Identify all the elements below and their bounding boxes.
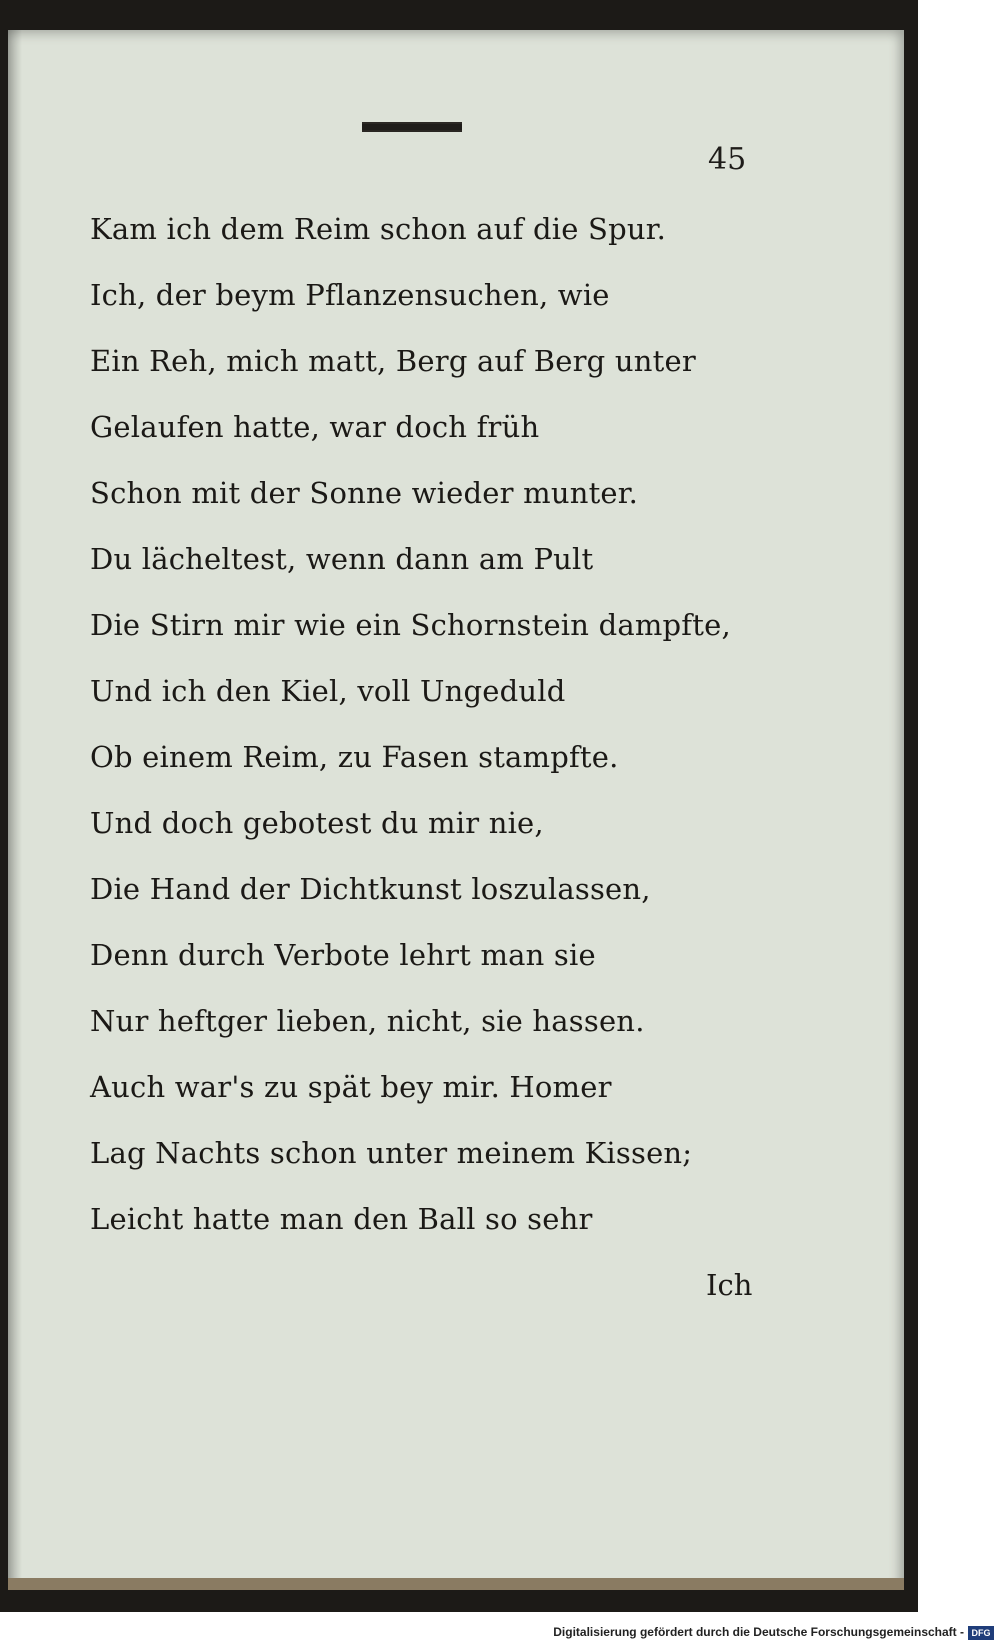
text-line: Kam ich dem Reim schon auf die Spur.	[90, 212, 667, 246]
page-edge	[8, 1578, 904, 1590]
text-line: Ein Reh, mich matt, Berg auf Berg unter	[90, 344, 696, 378]
text-line: Die Stirn mir wie ein Schornstein dampfte,	[90, 608, 731, 642]
spine-shadow	[8, 30, 22, 1590]
text-line: Schon mit der Sonne wieder munter.	[90, 476, 639, 510]
page-number: 45	[708, 142, 747, 177]
text-line: Denn durch Verbote lehrt man sie	[90, 938, 596, 972]
text-line: Leicht hatte man den Ball so sehr	[90, 1202, 593, 1236]
text-line: Ob einem Reim, zu Fasen stampfte.	[90, 740, 619, 774]
dfg-logo-icon: DFG	[968, 1626, 994, 1640]
header-rule	[362, 122, 462, 132]
text-line: Und ich den Kiel, voll Ungeduld	[90, 674, 566, 708]
text-line: Die Hand der Dichtkunst loszulassen,	[90, 872, 651, 906]
text-line: Lag Nachts schon unter meinem Kissen;	[90, 1136, 693, 1170]
text-line: Gelaufen hatte, war doch früh	[90, 410, 540, 444]
footer	[0, 1622, 1000, 1646]
text-line: Du lächeltest, wenn dann am Pult	[90, 542, 594, 576]
text-line: Auch war's zu spät bey mir. Homer	[90, 1070, 612, 1104]
text-line: Und doch gebotest du mir nie,	[90, 806, 544, 840]
funding-credit: Digitalisierung gefördert durch die Deutsche Forschungsgemeinschaft -	[553, 1625, 964, 1639]
catchword: Ich	[706, 1268, 753, 1302]
text-line: Ich, der beym Pflanzensuchen, wie	[90, 278, 610, 312]
poem-text	[90, 196, 731, 1252]
text-line: Nur heftger lieben, nicht, sie hassen.	[90, 1004, 645, 1038]
